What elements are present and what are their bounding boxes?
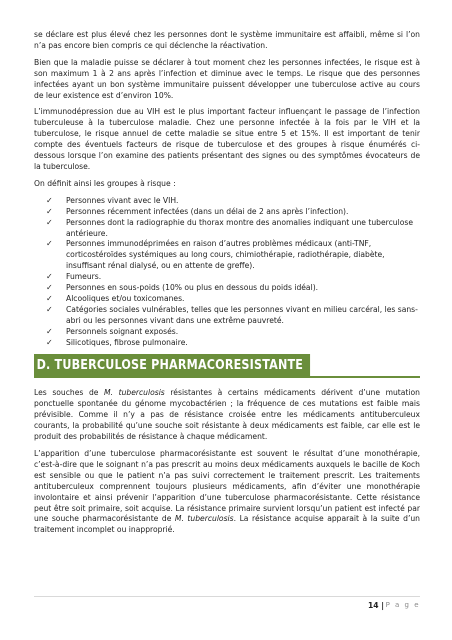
list-item-text: Silicotiques, fibrose pulmonaire. bbox=[66, 337, 188, 347]
paragraph-risk-timing: Bien que la maladie puisse se déclarer à tout moment chez les personnes infectées, le risque est à son maximum 1 à 2 ans après l’infection et diminue avec le temps. Le risque que des personnes infectées ayant un bon système immunitaire puissent développer une tuberculose active au cours de leur existence est d’environ 10%. bbox=[34, 57, 420, 100]
list-item-text: Personnes dont la radiographie du thorax montre des anomalies indiquant une tuberculose antérieure. bbox=[66, 217, 413, 238]
list-item bbox=[34, 338, 420, 349]
paragraph-risk-groups-intro: On définit ainsi les groupes à risque : bbox=[34, 178, 176, 188]
list-item bbox=[34, 327, 420, 338]
list-item bbox=[34, 272, 420, 283]
checkmark-icon: ✓ bbox=[46, 337, 53, 347]
list-item-text: Catégories sociales vulnérables, telles que les personnes vivant en milieu carcéral, les sans-abri ou les personnes vivant dans une extrême pauvreté. bbox=[66, 304, 418, 325]
list-item-text: Alcooliques et/ou toxicomanes. bbox=[66, 293, 185, 303]
list-item bbox=[34, 218, 420, 240]
paragraph-hiv: L’immunodépression due au VIH est le plus important facteur influençant le passage de l’infection tuberculeuse à la tuberculose maladie. Chez une personne infectée à la fois par le VIH et la tuberculose, le risque annuel de cette maladie se situe entre 5 et 15%. Il est important de tenir compte des éventuels facteurs de risque de tuberculose et des groupes à risque énumérés ci-dessous lorsque l’on examine des patients présentant des signes ou des symptômes évocateurs de la tuberculose. bbox=[34, 107, 420, 171]
paragraph-reactivation: se déclare est plus élevé chez les personnes dont le système immunitaire est affaibli, même si l’on n’a pas encore bien compris ce qui déclenche la réactivation. bbox=[34, 30, 420, 50]
checkmark-icon: ✓ bbox=[46, 283, 53, 293]
list-item-text: Personnes immunodéprimées en raison d’autres problèmes médicaux (anti-TNF, corticostéroïdes systémiques au long cours, chimiothérapie, radiothérapie, diabète, insuffisant rénal dialysé, ou en attente de greffe). bbox=[66, 239, 385, 271]
checkmark-icon: ✓ bbox=[46, 326, 53, 336]
list-item bbox=[34, 239, 420, 272]
list-item bbox=[34, 294, 420, 305]
paragraph-monotherapy bbox=[34, 449, 420, 536]
species-name: M. tuberculosis bbox=[104, 388, 165, 398]
list-item-text: Personnes en sous-poids (10% ou plus en dessous du poids idéal). bbox=[66, 283, 319, 293]
list-item bbox=[34, 283, 420, 294]
list-item bbox=[34, 305, 420, 327]
checkmark-icon: ✓ bbox=[46, 206, 53, 216]
risk-groups-list bbox=[34, 196, 420, 349]
checkmark-icon: ✓ bbox=[46, 195, 53, 205]
page-label: P a g e bbox=[385, 601, 420, 609]
text-span: L’apparition d’une tuberculose pharmacorésistante est souvent le résultat d’une monothérapie, c’est-à-dire que le soignant n’a pas prescrit au moins deux médicaments auxquels le bacille de Koch est sensible ou que le patient n’a pas suivi correctement le traitement prescrit. Les traitements antituberculeux comprennent toujours plusieurs médicaments, afin d’éviter une monothérapie involontaire et ainsi prévenir l’apparition d’une tuberculose pharmacorésistante. Cette résistance peut être soit primaire, soit acquise. La résistance primaire survient lorsqu’un patient est infecté par une souche pharmacorésistante de bbox=[34, 449, 420, 524]
checkmark-icon: ✓ bbox=[46, 304, 53, 314]
list-item-text: Personnels soignant exposés. bbox=[66, 326, 179, 336]
checkmark-icon: ✓ bbox=[46, 272, 53, 282]
species-name: M. tuberculosis bbox=[174, 514, 234, 524]
page-content bbox=[34, 30, 420, 542]
list-item bbox=[34, 196, 420, 207]
paragraph-resistant-strains bbox=[34, 388, 420, 443]
page-footer bbox=[34, 596, 420, 615]
list-item-text: Personnes vivant avec le VIH. bbox=[66, 195, 179, 205]
checkmark-icon: ✓ bbox=[46, 239, 53, 249]
text-span: résistantes à certains médicaments dérivent d’une mutation ponctuelle spontanée du génome mycobactérien ; la fréquence de ces mutations est faible mais prévisible. Comme il n’y a pas de résistance croisée entre les médicaments antituberculeux courants, la probabilité qu’une souche soit résistante à deux médicaments est faible, car elle est le produit des probabilités de résistance à chaque médicament. bbox=[34, 388, 420, 442]
checkmark-icon: ✓ bbox=[46, 217, 53, 227]
checkmark-icon: ✓ bbox=[46, 293, 53, 303]
section-title: D. TUBERCULOSE PHARMACORESISTANTE bbox=[34, 354, 310, 376]
list-item-text: Fumeurs. bbox=[66, 272, 102, 282]
text-span: . La résistance acquise apparait à la suite d’un traitement incomplet ou inapproprié. bbox=[34, 514, 420, 535]
list-item-text: Personnes récemment infectées (dans un délai de 2 ans après l’infection). bbox=[66, 206, 349, 216]
page-number: 14 | bbox=[368, 601, 384, 610]
section-heading bbox=[34, 354, 420, 378]
text-span: Les souches de bbox=[34, 388, 105, 398]
list-item bbox=[34, 207, 420, 218]
